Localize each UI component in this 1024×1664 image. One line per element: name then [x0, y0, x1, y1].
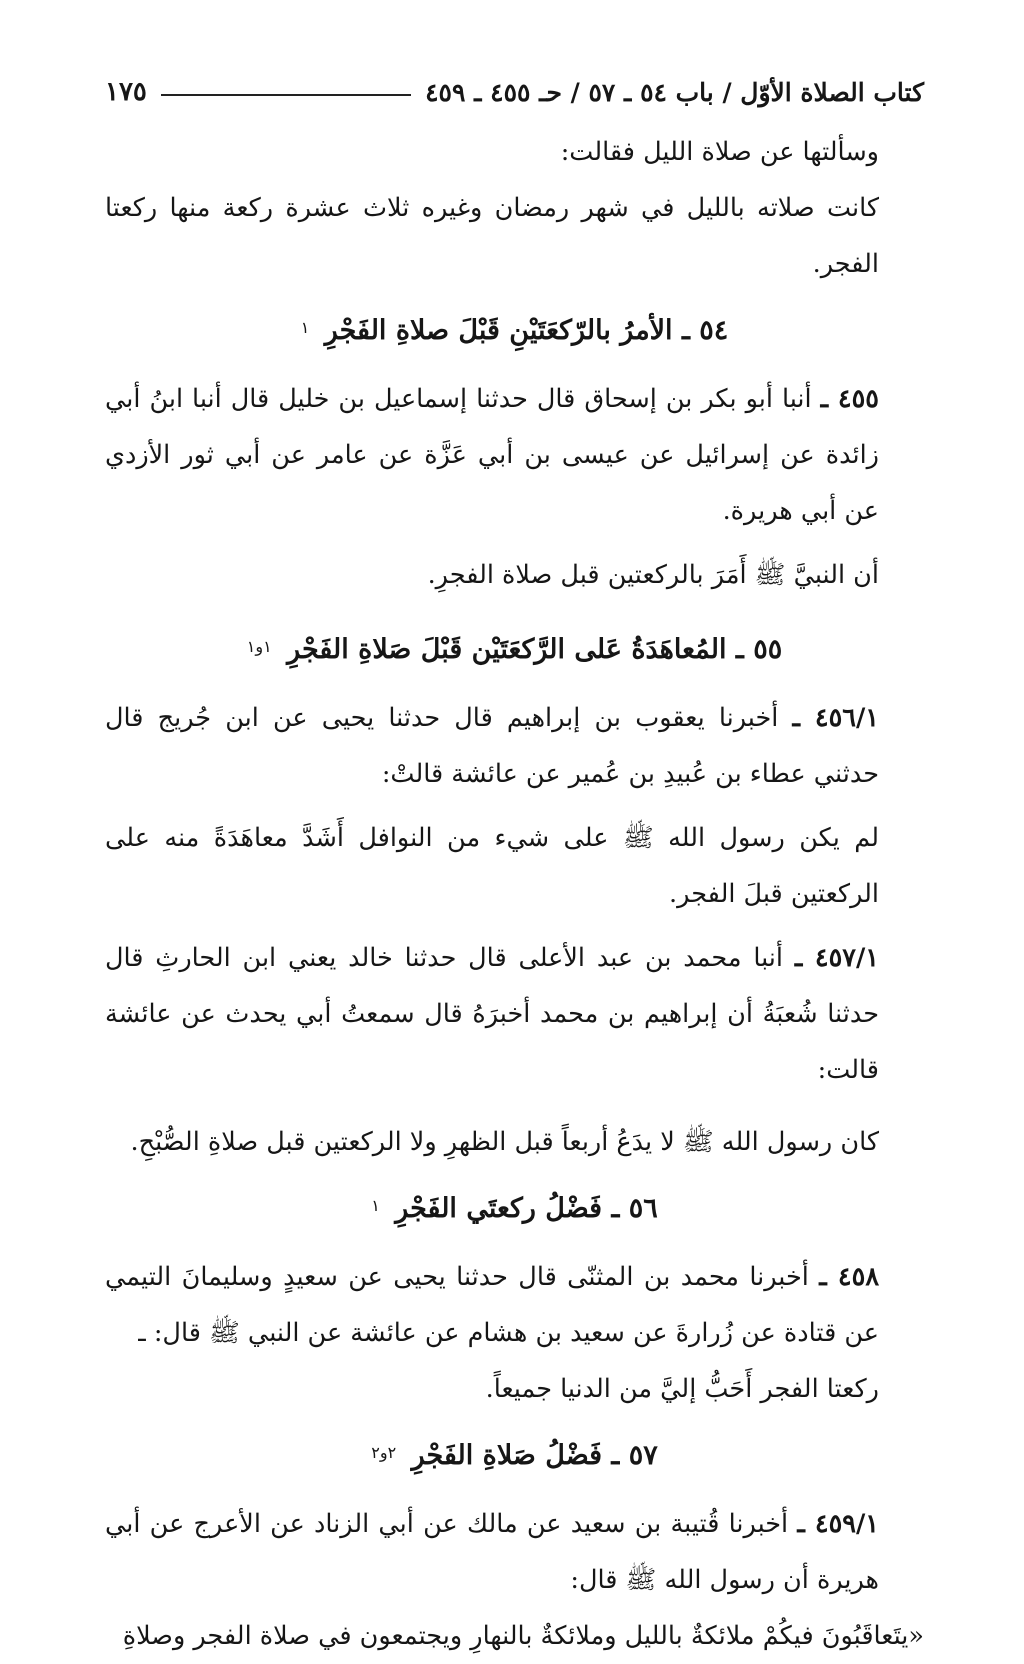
paragraph: كانت صلاته بالليل في شهر رمضان وغيره ثلاث عشرة ركعة منها ركعتا الفجر.	[105, 193, 879, 279]
isnad-text: أخبرنا قُتيبة بن سعيد عن مالك عن أبي الزناد عن الأعرج عن أبي هريرة أن رسول الله ﷺ قال:	[105, 1509, 879, 1595]
hadith-isnad	[105, 371, 924, 539]
footnote-ref: ١	[300, 318, 310, 337]
hadith-isnad	[105, 690, 924, 802]
chapter-title: ٥٧ ـ فَضْلُ صَلاةِ الفَجْرِ	[411, 1440, 658, 1471]
isnad-text: أنبا محمد بن عبد الأعلى قال حدثنا خالد يعني ابن الحارثِ قال حدثنا شُعبَةُ أن إبراهيم بن محمد أخبرَهُ قال سمعتُ أبي يحدث عن عائشة قالت:	[105, 943, 879, 1085]
footnote-ref: ١	[371, 1196, 380, 1215]
paragraph: وسألتها عن صلاة الليل فقالت:	[560, 137, 879, 167]
hadith-isnad	[105, 930, 924, 1098]
hadith-matn: ركعتا الفجر أَحَبُّ إليَّ من الدنيا جميعاً.	[485, 1374, 879, 1404]
running-title: كتاب الصلاة الأوّل / باب ٥٤ ـ ٥٧ / حـ ٤٥٥ ـ ٤٥٩	[425, 77, 924, 107]
hadith-isnad	[105, 1496, 924, 1608]
isnad-text: أخبرنا يعقوب بن إبراهيم قال حدثنا يحيى عن ابن جُريج قال حدثني عطاء بن عُبيدِ بن عُمير عن عائشة قالتْ:	[105, 703, 879, 789]
hadith-number: ٤٥٩/١ ـ	[797, 1509, 879, 1539]
hadith-isnad	[105, 1249, 924, 1361]
running-header	[105, 70, 924, 114]
footnote-ref: ١و١	[246, 637, 272, 656]
page-number: ١٧٥	[105, 77, 147, 107]
hadith-number: ٤٥٦/١ ـ	[792, 703, 879, 733]
hadith-matn: كان رسول الله ﷺ لا يدَعُ أربعاً قبل الظهرِ ولا الركعتين قبل صلاةِ الصُّبْحِ.	[130, 1127, 879, 1157]
hadith-matn: لم يكن رسول الله ﷺ على شيء من النوافل أَشَدَّ معاهَدَةً منه على الركعتين قبلَ الفجر.	[105, 823, 879, 909]
hadith-matn: أن النبيَّ ﷺ أَمَرَ بالركعتين قبل صلاة الفجرِ.	[427, 560, 879, 590]
page-body	[105, 124, 924, 1664]
page	[105, 70, 924, 1651]
chapter-title: ٥٦ ـ فَضْلُ ركعتَي الفَجْرِ	[395, 1193, 658, 1224]
chapter-heading	[105, 1425, 924, 1484]
header-rule	[161, 94, 411, 96]
footnote-ref: ٢و٢	[371, 1443, 397, 1462]
isnad-text: أخبرنا محمد بن المثنّى قال حدثنا يحيى عن سعيدٍ وسليمانَ التيمي عن قتادة عن زُرارةَ عن سعيد بن هشام عن عائشة عن النبي ﷺ قال: ـ	[105, 1262, 879, 1348]
hadith-number: ٤٥٧/١ ـ	[794, 943, 879, 973]
chapter-heading	[105, 1178, 924, 1237]
chapter-title: ٥٤ ـ الأمرُ بالرّكعَتَيْنِ قَبْلَ صلاةِ الفَجْرِ	[324, 315, 729, 346]
isnad-text: أنبا أبو بكر بن إسحاق قال حدثنا إسماعيل بن خليل قال أنبا ابنُ أبي زائدة عن إسرائيل عن عيسى بن أبي عَزَّة عن عامر عن أبي ثور الأزدي عن أبي هريرة.	[105, 384, 879, 526]
hadith-matn: «يتَعاقَبُونَ فيكُمْ ملائكةٌ بالليل وملائكةٌ بالنهارِ ويجتمعون في صلاة الفجر وصلاةِ	[122, 1621, 924, 1651]
chapter-heading	[105, 300, 924, 359]
chapter-heading	[105, 619, 924, 678]
chapter-title: ٥٥ ـ المُعاهَدَةُ عَلى الرَّكعَتَيْن قَبْلَ صَلاةِ الفَجْرِ	[287, 634, 783, 665]
hadith-number: ٤٥٥ ـ	[820, 384, 879, 414]
hadith-number: ٤٥٨ ـ	[819, 1262, 880, 1292]
